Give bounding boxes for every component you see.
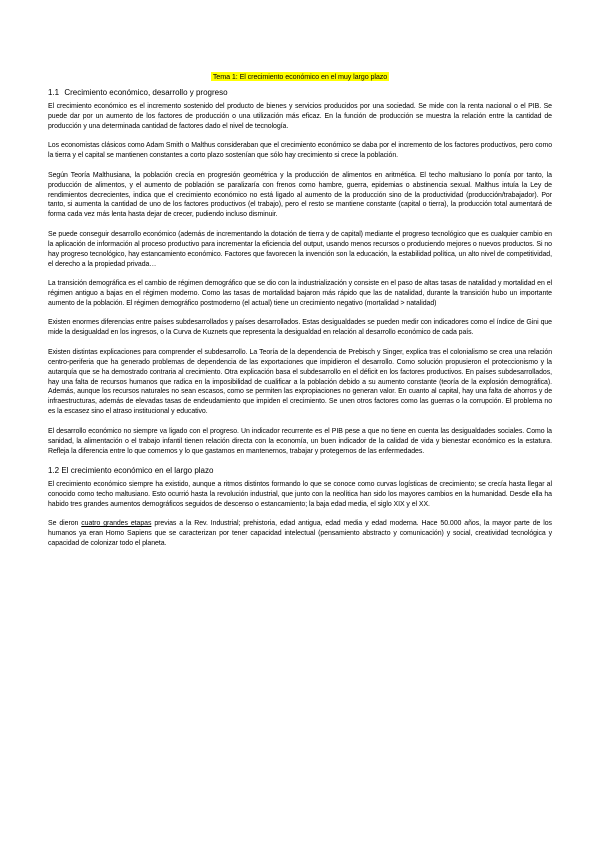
section-heading [48,466,552,476]
section-title: Crecimiento económico, desarrollo y progreso [64,88,228,97]
paragraph: El desarrollo económico no siempre va ligado con el progreso. Un indicador recurrente es el PIB pese a que no tiene en cuenta las desigualdades sociales. Como la sanidad, la alimentación o el trabajo infantil tienen relación directa con la economía, un buen indicador de la calidad de vida y bienestar económico es la estatura. Refleja la diferencia entre lo que comemos y lo que gastamos en mantenernos, trabajar y protegernos de las enfermedades. [48,427,552,455]
paragraph: Los economistas clásicos como Adam Smith o Malthus consideraban que el crecimiento económico se daba por el incremento de los factores productivos, pero como la tierra y el capital se mantienen constantes a corto plazo sostenían que sólo hay crecimiento si crece la población. [48,142,552,160]
document-body [48,88,552,549]
text-run: previas a la Rev. Industrial; prehistoria, edad antigua, edad media y edad moderna. Hace 50.000 años, la mayor parte de los humanos ya eran Homo Sapiens que se caracterizan por tener capacidad intelectual (pensamiento abstracto y comunicación) y social, creatividad tecnológica y capacidad de colonizar todo el planeta. [48,520,552,548]
text-run: Se dieron [48,520,82,528]
paragraph: La transición demográfica es el cambio de régimen demográfico que se dio con la industrialización y consiste en el paso de altas tasas de natalidad y mortalidad en el régimen antiguo a bajas en el régimen moderno. Como las tasas de mortalidad bajaron más rápido que las de natalidad, durante la transición hubo un importante aumento de la población. El régimen demográfico postmoderno (el actual) tiene un crecimiento negativo (mortalidad > natalidad) [48,280,552,307]
paragraph: Se puede conseguir desarrollo económico (además de incrementando la dotación de tierra y de capital) mediante el progreso tecnológico que es cualquier cambio en la aplicación de información al proceso productivo para incrementar la eficiencia del output, usando menos recursos o produciendo mejores o nuevos productos. Si no hay progreso tecnológico, hay estancamiento económico. Factores que favorecen la invención son la educación, la estabilidad política, un alto nivel de competitividad, el derecho a la propiedad privada… [48,230,552,268]
section-number: 1.1 [48,88,60,97]
paragraph: Existen enormes diferencias entre países subdesarrollados y países desarrollados. Estas desigualdades se pueden medir con indicadores como el índice de Gini que mide la desigualdad en los ingresos, o la Curva de Kuznets que representa la desigualdad en relación al desarrollo económico de cada país. [48,319,552,337]
paragraph [48,519,552,549]
underlined-phrase: cuatro grandes etapas [81,520,152,528]
section-title: El crecimiento económico en el largo plazo [61,466,214,476]
title-row [0,66,600,84]
paragraph: El crecimiento económico siempre ha existido, aunque a ritmos distintos formando lo que se conoce como curvas logísticas de crecimiento; se crecía hasta llegar al conocido como techo maltusiano. Esto ocurrió hasta la revolución industrial, que junto con la neolítica han sido los mayores cambios en la humanidad. Desde ella ha habido tres grandes aumentos demográficos seguidos de descenso o estancamiento; la baja edad media, el siglo XIX y el XX. [48,481,552,508]
paragraph: Según Teoría Malthusiana, la población crecía en progresión geométrica y la producción de alimentos en aritmética. El techo maltusiano lo ponía por tanto, la producción de alimentos, y el aumento de población se paralizaría con frenos como hambre, guerra, epidemias o abstinencia sexual. Malthus intuía la Ley de rendimientos decrecientes, indica que el crecimiento económico no está ligado al aumento de la producción sino de la productividad (producción/trabajador). Por tanto, si aumenta la cantidad de uno de los factores productivos (el trabajo), pero el resto se mantiene constante (capital o tierra), la producción total aumentará de forma cada vez más lenta hasta dejar de crecer, pudiendo incluso disminuir. [48,171,552,219]
section-heading [48,88,552,98]
paragraph: El crecimiento económico es el incremento sostenido del producto de bienes y servicios producidos por una sociedad. Se mide con la renta nacional o el PIB. Se puede dar por un aumento de los factores de producción o una utilización más eficaz. En la función de producción se muestra la relación entre la cantidad de producción y una determinada cantidad de factores dado el nivel de tecnología. [48,103,552,130]
paragraph: Existen distintas explicaciones para comprender el subdesarrollo. La Teoría de la dependencia de Prebisch y Singer, explica tras el colonialismo se crea una relación centro-periferia que ha generado problemas de dependencia de las exportaciones que impidieron el desarrollo. Como solución propusieron el proteccionismo y la autarquía que se ha demostrado contraria al crecimiento. Otra explicación basa el subdesarrollo en el déficit en los factores productivos. En países subdesarrollados, hay una falta de recursos humanos que radica en la imposibilidad de cualificar a la población debido a su aumento constante (teoría de la explosión demográfica). Además, aunque los recursos naturales no sean escasos, como se permiten las expropiaciones no generan valor. En cuanto al capital, hay una falta de ahorros y de infraestructuras, además de elevadas tasas de endeudamiento que impiden el crecimiento. Se unen otros factores como las guerras o la corrupción. El problema no es la escasez sino el atraso institucional y educativo. [48,348,552,416]
document-title: Tema 1: El crecimiento económico en el muy largo plazo [212,72,388,81]
section-number: 1.2 [48,466,60,476]
